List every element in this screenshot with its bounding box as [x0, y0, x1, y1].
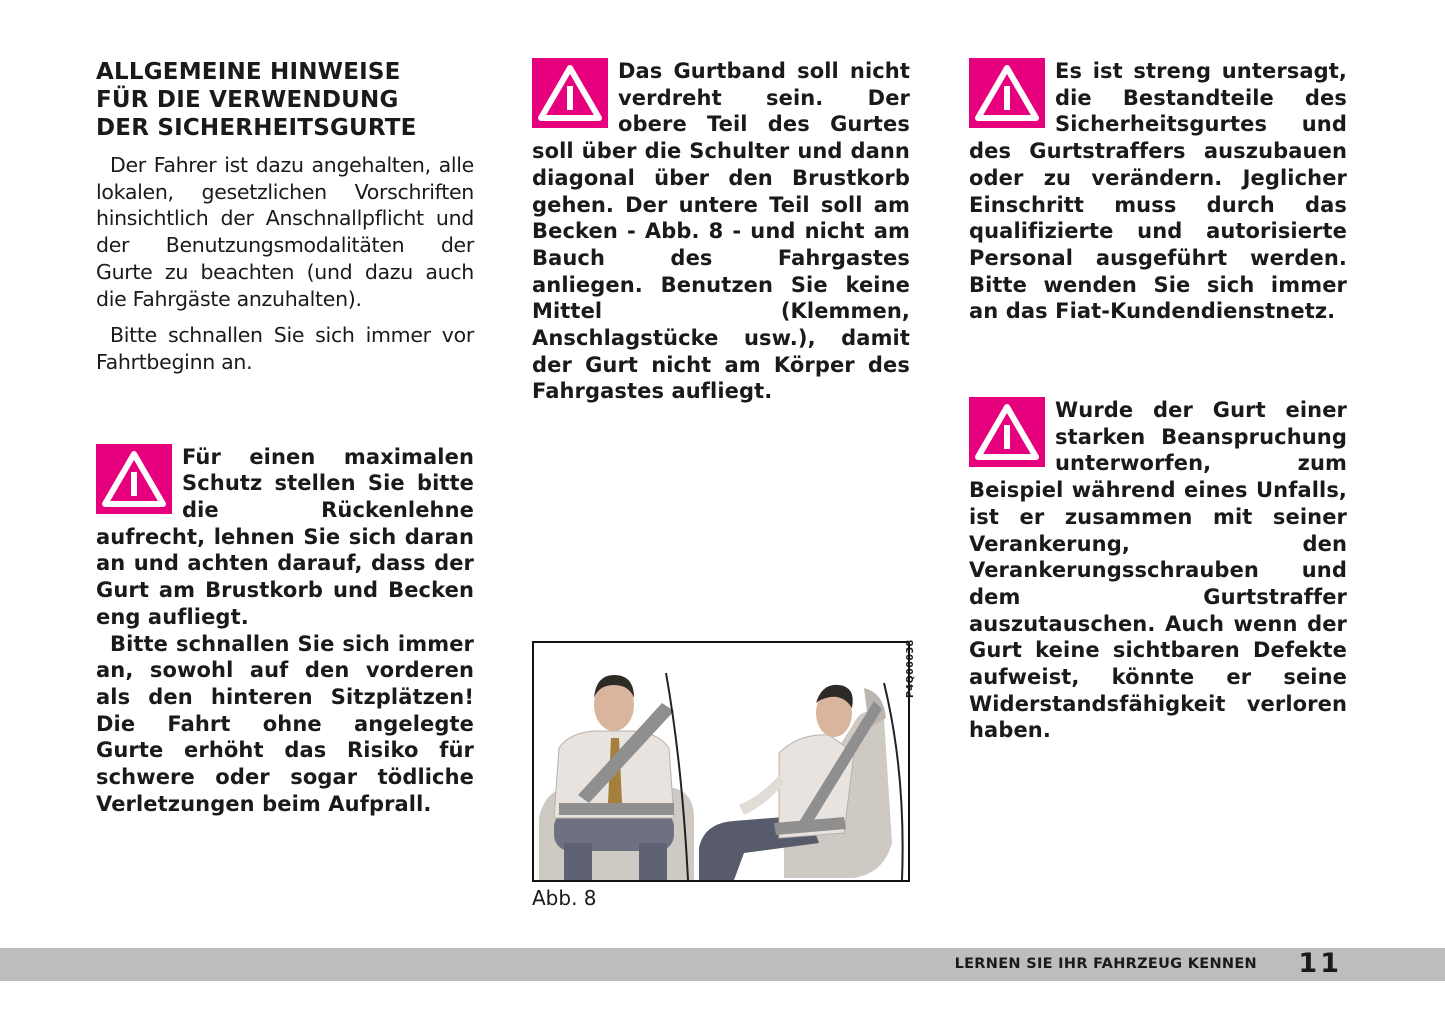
figure-caption: Abb. 8 [532, 886, 597, 910]
warning-block-seat-position: Für einen maximalen Schutz stellen Sie bitte die Rückenlehne aufrecht, lehnen Sie sich daran an und achten darauf, dass der Gurt am Brustkorb und Becken eng aufliegt. Bitte schnallen Sie sich immer an, sowohl auf den vorderen als den hinteren Sitzplätzen! Die Fahrt ohne angelegte Gurte erhöht das Risiko für schwere oder sogar tödliche Verletzungen beim Aufprall. [96, 444, 474, 816]
column-middle [532, 58, 910, 405]
paragraph-driver-obligation: Der Fahrer ist dazu angehalten, alle lokalen, gesetzlichen Vorschriften hinsichtlich der Anschnallpflicht und der Benutzungsmodalitäten der Gurte zu beachten (und dazu auch die Fahrgäste anzuhalten). [96, 153, 474, 311]
warning-triangle-icon [969, 397, 1045, 467]
section-heading: ALLGEMEINE HINWEISE FÜR DIE VERWENDUNG DER SICHERHEITSGURTE [96, 59, 417, 141]
warning-block-no-modification: Es ist streng untersagt, die Bestandteile des Sicherheitsgurtes und des Gurtstraffers auszubauen oder zu verändern. Jeglicher Einschritt muss durch das qualifizierte und autorisierte Personal ausgeführt werden. Bitte wenden Sie sich immer an das Fiat-Kundendienstnetz. [969, 59, 1347, 324]
seatbelt-photo-illustration [534, 643, 908, 880]
figure-reference-code: P4Q00038 [905, 639, 916, 698]
footer-section-title: LERNEN SIE IHR FAHRZEUG KENNEN [954, 956, 1257, 972]
footer-bar [0, 948, 1445, 981]
warning-triangle-icon [96, 444, 172, 514]
page-number: 11 [1298, 948, 1342, 979]
figure-seatbelt-illustration [532, 641, 910, 882]
warning-paragraph-always-buckle: Bitte schnallen Sie sich immer an, sowohl auf den vorderen als den hinteren Sitzplätzen! Die Fahrt ohne angelegte Gurte erhöht das Risiko für schwere oder sogar tödliche Verletzungen beim Aufprall. [96, 631, 474, 816]
column-left [96, 58, 474, 817]
column-right [969, 58, 1347, 744]
warning-triangle-icon [969, 58, 1045, 128]
warning-triangle-icon [532, 58, 608, 128]
warning-block-replace-after-stress: Wurde der Gurt einer starken Beanspruchung unterworfen, zum Beispiel während eines Unfalls, ist er zusammen mit seiner Verankerung, den Verankerungsschrauben und dem Gurtstraffer auszutauschen. Auch wenn der Gurt keine sichtbaren Defekte aufweist, könnte er seine Widerstandsfähigkeit verloren haben. [969, 398, 1347, 743]
warning-block-belt-routing: Das Gurtband soll nicht verdreht sein. Der obere Teil des Gurtes soll über die Schulter und dann diagonal über den Brustkorb gehen. Der untere Teil soll am Becken - Abb. 8 - und nicht am Bauch des Fahrgastes anliegen. Benutzen Sie keine Mittel (Klemmen, Anschlagstücke usw.), damit der Gurt nicht am Körper des Fahrgastes aufliegt. [532, 59, 910, 404]
paragraph-buckle-up: Bitte schnallen Sie sich immer vor Fahrtbeginn an. [96, 323, 474, 374]
